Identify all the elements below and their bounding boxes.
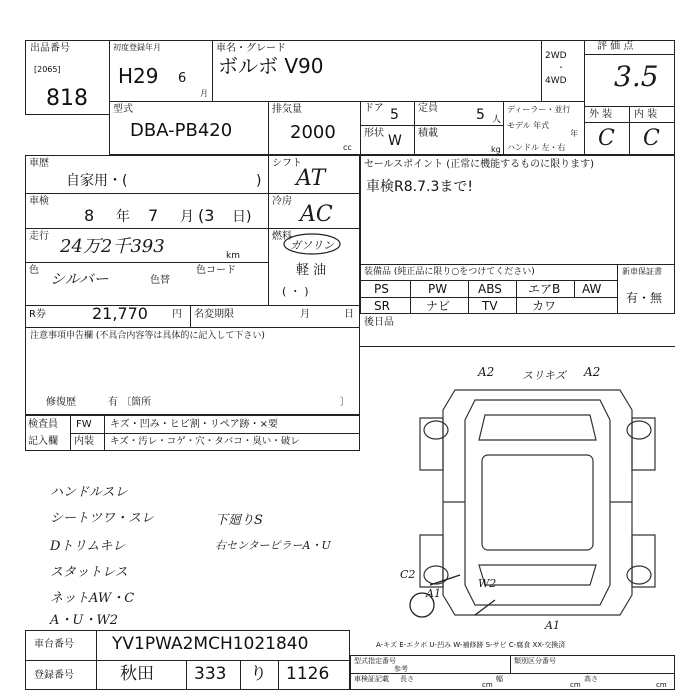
note-line-1: ハンドルスレ [50, 485, 128, 500]
drive-4wd: 4WD [545, 76, 567, 86]
equipment-label: 装備品 (純正品に限り○をつけてください) [364, 267, 535, 277]
nameplate-label: 名変期限 [194, 309, 234, 320]
year-unit: 年 [570, 129, 578, 138]
doors-value: 5 [390, 107, 399, 123]
score-label: 評 価 点 [597, 41, 634, 52]
color-value: シルバー [50, 270, 109, 288]
lot-number: 818 [46, 86, 88, 111]
color-code-label: 色コード [196, 265, 236, 276]
note-line-6: A・U・W2 [50, 613, 118, 628]
inspector-label-2: 記入欄 [28, 436, 58, 447]
inspector-interior-label: 内装 [74, 436, 94, 447]
plate-label: 登録番号 [34, 670, 74, 681]
equip-sr: SR [374, 299, 390, 313]
vin-value: YV1PWA2MCH1021840 [112, 634, 309, 654]
new-warranty-label: 新車保証書 [622, 267, 662, 276]
displacement-unit: cc [343, 143, 352, 152]
cm-1: cm [482, 681, 493, 689]
shape-value: W [388, 133, 402, 149]
length-label: 長さ [400, 675, 414, 683]
interior-label: 内 装 [634, 109, 658, 120]
day-short: 日 [344, 309, 354, 320]
mark-top-left: A2 [478, 365, 495, 379]
mileage-label: 走行 [29, 231, 49, 242]
plate-number: 1126 [286, 664, 330, 684]
mark-left-c2: C2 [400, 568, 416, 581]
yen-unit: 円 [172, 309, 182, 320]
shape-label: 形状 [364, 128, 384, 139]
sales-text: 車検R8.7.3まで! [366, 179, 473, 195]
score-value: 3.5 [614, 60, 659, 93]
reg-month: 6 [178, 71, 187, 86]
inspector-fw-items: キズ・凹み・ヒビ割・リペア跡・×要 [110, 419, 278, 430]
drive-dot: ・ [557, 63, 565, 72]
notes-label: 注意事項申告欄 (不具合内容等は具体的に記入して下さい) [30, 331, 265, 341]
model-grade-label: 車名・グレード [216, 43, 286, 54]
equip-ps: PS [374, 282, 389, 296]
repair-label: 修復歴 [46, 397, 76, 408]
plate-kana: り [250, 664, 267, 684]
doors-label: ドア [364, 103, 384, 114]
exterior-grade: C [598, 126, 615, 151]
capacity-unit: 人 [492, 115, 502, 125]
category-number-label: 類別区分番号 [514, 657, 556, 665]
dealer-label: ディーラー・並行 [507, 105, 571, 114]
equip-tv: TV [482, 299, 498, 313]
sales-label: セールスポイント (正常に機能するものに限ります) [364, 159, 595, 170]
inspection-month: 7 [148, 206, 159, 225]
type-value: DBA-PB420 [130, 120, 233, 141]
month-char: 月 [180, 209, 194, 225]
history-value: 自家用・( [66, 173, 128, 189]
car-body-diagram [400, 370, 675, 635]
vin-label: 車台番号 [34, 639, 74, 650]
sales-block [360, 155, 675, 265]
reg-year: H29 [118, 64, 159, 88]
ac-value: AC [300, 202, 333, 227]
day-char: 日) [232, 209, 252, 225]
recycle-value: 21,770 [92, 304, 148, 323]
type-label: 型式 [113, 104, 133, 115]
mark-top-right: A2 [584, 365, 601, 379]
capacity-label: 定員 [418, 103, 438, 114]
capacity-value: 5 [476, 107, 485, 123]
model-year-label: モデル 年式 [507, 121, 550, 130]
inspection-label: 車検 [29, 196, 49, 207]
history-label: 車歴 [29, 158, 49, 169]
cm-2: cm [570, 681, 581, 689]
equip-leather: カワ [532, 299, 557, 313]
history-close: ) [256, 173, 262, 189]
equip-aw: AW [582, 282, 602, 296]
shift-label: シフト [272, 158, 302, 169]
note-line-2: シートツワ・スレ [50, 511, 155, 526]
exterior-label: 外 装 [589, 109, 613, 120]
repair-close: 〕 [340, 397, 350, 408]
fuel-paren: ( ・ ) [282, 285, 309, 298]
lot-label: 出品番号 [30, 43, 70, 54]
plate-class: 333 [194, 664, 227, 684]
equip-airbag: エアB [528, 282, 561, 296]
model-name: ボルボ V90 [218, 54, 324, 78]
inspector-fw-label: FW [76, 419, 92, 430]
dims-label: 車検証記載 [354, 675, 389, 683]
width-label: 幅 [496, 675, 503, 683]
displacement-value: 2000 [290, 122, 336, 143]
mark-left-a1: A1 [426, 587, 441, 600]
plate-region: 秋田 [120, 664, 154, 684]
damage-legend: A-キズ E-エクボ U-凹み W-補修跡 S-サビ C-腐食 XX-交換済 [376, 641, 566, 649]
note-line-3: Dトリムキレ [50, 539, 126, 554]
month-short: 月 [300, 309, 310, 320]
new-warranty-value: 有・無 [626, 291, 663, 305]
color-change-label: 色替 [150, 275, 170, 286]
mark-top-center: スリキズ [522, 369, 566, 382]
repair-value: 有 〔箇所 [108, 397, 152, 408]
equip-navi: ナビ [426, 299, 451, 313]
height-label: 高さ [584, 675, 598, 683]
recycle-label: R券 [29, 309, 46, 320]
drive-2wd: 2WD [545, 51, 567, 61]
mark-bottom-a1: A1 [545, 619, 560, 632]
reference-label-1: 参考 [394, 665, 408, 673]
inspector-label-1: 検査員 [28, 419, 58, 430]
fuel-gasoline: ガソリン [290, 239, 334, 252]
inspection-year: 8 [84, 206, 95, 225]
equip-pw: PW [428, 282, 448, 296]
fuel-label: 燃料 [272, 231, 292, 242]
note-right-1: 下廻りS [215, 513, 263, 528]
color-label: 色 [29, 265, 39, 276]
mark-rear-w2: W2 [478, 577, 497, 590]
aftermarket-label: 後日品 [364, 317, 394, 328]
fuel-gasoline-circle-icon [282, 232, 342, 256]
km-unit: km [226, 251, 240, 261]
month-unit: 月 [200, 89, 208, 98]
note-right-2: 右センターピラーA・U [215, 539, 331, 552]
first-reg-label: 初度登録年月 [113, 43, 161, 52]
displacement-label: 排気量 [272, 104, 302, 115]
fuel-diesel: 軽 油 [296, 263, 327, 278]
year-char: 年 [116, 209, 130, 225]
note-line-4: スタットレス [50, 565, 128, 580]
equip-abs: ABS [478, 282, 502, 296]
load-unit: kg [491, 145, 501, 154]
cm-3: cm [656, 681, 667, 689]
inspector-interior-items: キズ・汚レ・コゲ・穴・タバコ・臭い・破レ [110, 436, 300, 447]
type-designation-label: 型式指定番号 [354, 657, 396, 665]
load-label: 積載 [418, 128, 438, 139]
shift-value: AT [296, 166, 326, 191]
ac-label: 冷房 [272, 196, 292, 207]
interior-grade: C [643, 126, 660, 151]
note-line-5: ネットAW・C [50, 591, 135, 606]
lot-code: [2065] [34, 65, 61, 74]
handle-label: ハンドル 左・右 [507, 143, 566, 152]
mileage-value: 24万2千393 [60, 236, 165, 257]
inspection-day: (3 [198, 206, 215, 225]
